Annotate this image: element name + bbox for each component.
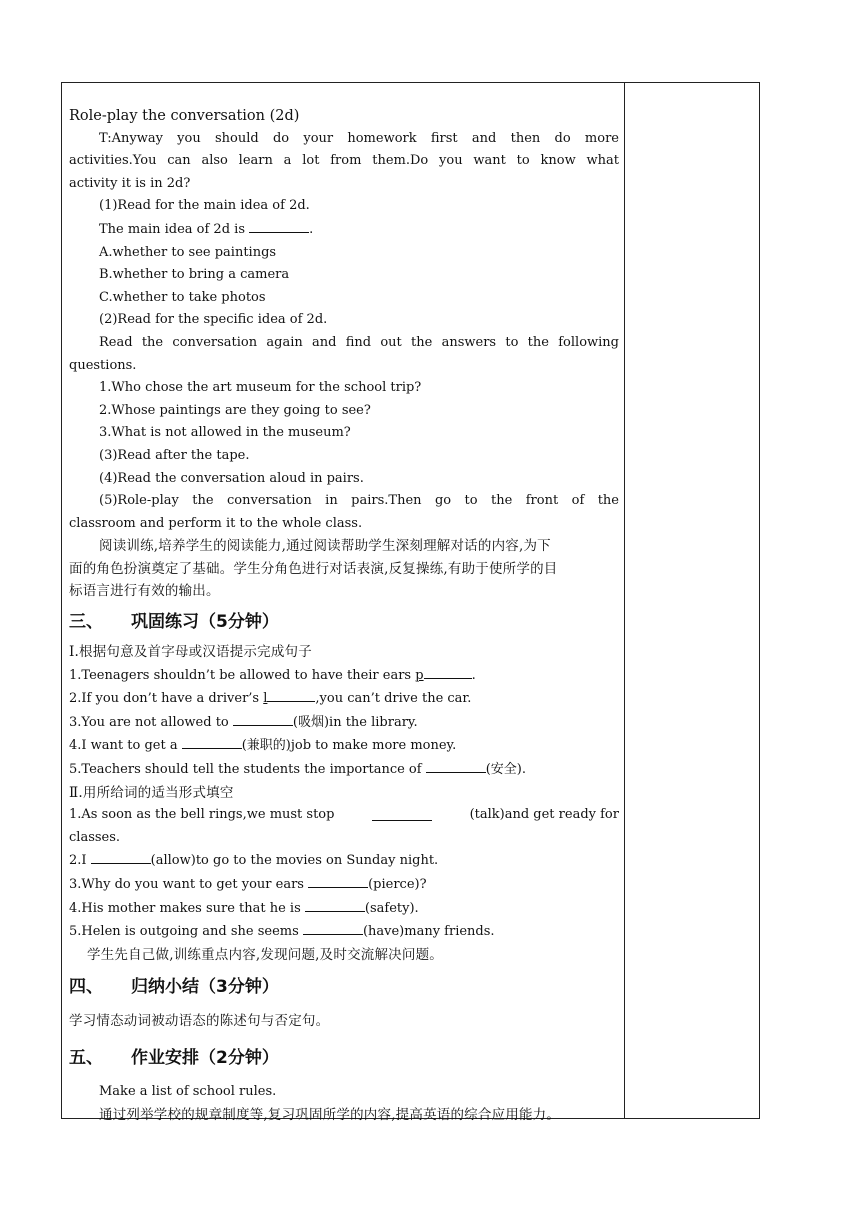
item-text: 1.Teenagers shouldn’t be allowed to have their ears <box>69 667 416 683</box>
part-1-title: Ⅰ.根据句意及首字母或汉语提示完成句子 <box>69 644 312 661</box>
section-4-text: 学习情态动词被动语态的陈述句与否定句。 <box>69 1013 330 1030</box>
step-3: (3)Read after the tape. <box>99 447 250 463</box>
item-text: (pierce)? <box>368 877 427 892</box>
column-divider <box>624 83 625 1118</box>
answer-blank <box>182 734 242 749</box>
part-1-item-3 <box>69 711 619 735</box>
answer-blank <box>233 711 293 726</box>
step-4: (4)Read the conversation aloud in pairs. <box>99 470 364 486</box>
section-5-text-2: 通过列举学校的规章制度等,复习巩固所学的内容,提高英语的综合应用能力。 <box>99 1106 561 1123</box>
section-5-heading <box>69 1039 619 1077</box>
item-text: (talk)and get ready for <box>469 807 619 823</box>
section-3-note: 学生先自己做,训练重点内容,发现问题,及时交流解决问题。 <box>87 946 443 963</box>
part-2-item-2 <box>69 849 619 873</box>
section-3-heading <box>69 603 619 641</box>
question-3: 3.What is not allowed in the museum? <box>99 425 351 441</box>
answer-blank <box>424 664 472 679</box>
step-1: (1)Read for the main idea of 2d. <box>99 198 310 214</box>
answer-blank <box>308 873 368 888</box>
answer-blank <box>267 687 315 702</box>
step-2: (2)Read for the specific idea of 2d. <box>99 312 328 328</box>
note-line-1: 阅读训练,培养学生的阅读能力,通过阅读帮助学生深刻理解对话的内容,为下 <box>99 538 551 555</box>
option-a: A.whether to see paintings <box>99 244 277 260</box>
answer-blank <box>303 920 363 935</box>
answer-blank <box>249 218 309 233</box>
step-5-line-1: (5)Role-play the conversation in pairs.Then go to the front of the <box>99 493 619 509</box>
section-3-title: 巩固练习（5分钟） <box>131 612 279 633</box>
main-idea-question <box>69 218 619 242</box>
section-5-title: 作业安排（2分钟） <box>131 1047 279 1068</box>
item-text: (allow)to go to the movies on Sunday night. <box>150 853 439 869</box>
item-text: 4.His mother makes sure that he is <box>69 900 305 916</box>
section-4-title: 归纳小结（3分钟） <box>131 977 279 998</box>
item-text: (吸烟)in the library. <box>292 714 418 730</box>
item-text: 2.If you don’t have a driver’s <box>69 691 264 707</box>
intro-line-3: activity it is in 2d? <box>69 175 191 191</box>
read-again-line-2: questions. <box>69 357 137 373</box>
part-2-item-1 <box>69 804 619 827</box>
hint-letter: l <box>263 691 268 707</box>
question-2: 2.Whose paintings are they going to see? <box>99 402 371 418</box>
item-text: (兼职的)job to make more money. <box>241 738 457 754</box>
part-2-title: Ⅱ.用所给词的适当形式填空 <box>69 784 234 801</box>
part-1-item-5 <box>69 758 619 782</box>
item-text: (安全). <box>485 762 526 778</box>
hint-blank <box>263 691 315 706</box>
section-4-number: 四、 <box>69 977 103 998</box>
option-c: C.whether to take photos <box>99 289 266 305</box>
step-5-line-2: classroom and perform it to the whole class. <box>69 515 363 531</box>
answer-blank <box>372 810 432 821</box>
item-text: ,you can’t drive the car. <box>315 691 472 707</box>
part-2-item-5 <box>69 920 619 944</box>
item-text: 3.Why do you want to get your ears <box>69 877 309 892</box>
item-text: . <box>471 667 476 683</box>
part-2-item-1-cont: classes. <box>69 829 121 845</box>
answer-blank <box>91 849 151 864</box>
note-line-3: 标语言进行有效的输出。 <box>69 583 220 600</box>
hint-letter: p <box>415 667 424 683</box>
intro-line-2: activities.You can also learn a lot from them.Do you want to know what <box>69 153 619 169</box>
option-b: B.whether to bring a camera <box>99 267 290 283</box>
item-text: 2.I <box>69 853 91 869</box>
lesson-plan-table <box>61 82 760 1123</box>
section-4-heading <box>69 968 619 1006</box>
note-line-2: 面的角色扮演奠定了基础。学生分角色进行对话表演,反复操练,有助于使所学的目 <box>69 560 558 577</box>
answer-blank <box>426 758 486 773</box>
item-text: (have)many friends. <box>362 924 495 940</box>
roleplay-title: Role-play the conversation (2d) <box>69 108 300 124</box>
question-1: 1.Who chose the art museum for the school trip? <box>99 380 422 396</box>
part-1-item-2 <box>69 687 619 711</box>
item-text: (safety). <box>364 900 419 916</box>
item-text: 1.As soon as the bell rings,we must stop <box>69 807 335 823</box>
read-again-line-1: Read the conversation again and find out the answers to the following <box>99 334 619 350</box>
item-text: 3.You are not allowed to <box>69 714 233 730</box>
section-5-text-1: Make a list of school rules. <box>99 1083 277 1099</box>
section-5-number: 五、 <box>69 1047 103 1068</box>
part-2-item-4 <box>69 897 619 921</box>
section-3-number: 三、 <box>69 612 103 633</box>
intro-line-1: T:Anyway you should do your homework first and then do more <box>99 130 619 146</box>
part-1-item-1 <box>69 664 619 688</box>
main-idea-prefix: The main idea of 2d is <box>99 221 245 237</box>
part-2-item-3 <box>69 873 619 897</box>
main-content-column <box>69 105 619 1126</box>
part-1-item-4 <box>69 734 619 758</box>
hint-blank <box>415 668 471 683</box>
item-text: 4.I want to get a <box>69 738 182 754</box>
answer-blank <box>305 897 365 912</box>
main-idea-suffix: . <box>309 221 314 237</box>
item-text: 5.Helen is outgoing and she seems <box>69 924 303 940</box>
item-text: 5.Teachers should tell the students the importance of <box>69 762 426 778</box>
